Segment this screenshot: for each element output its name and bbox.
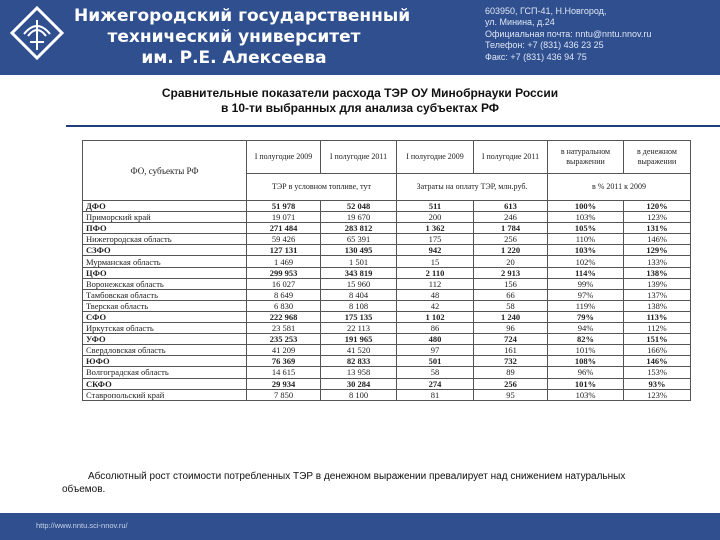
university-name-line: им. Р.Е. Алексеева — [141, 48, 327, 68]
value-cell: 130 495 — [321, 245, 397, 256]
value-cell: 65 391 — [321, 234, 397, 245]
table-row — [83, 256, 691, 267]
value-cell: 480 — [397, 334, 474, 345]
value-cell: 48 — [397, 289, 474, 300]
value-cell: 30 284 — [321, 378, 397, 389]
value-cell: 97% — [548, 289, 624, 300]
header-year: I полугодие 2011 — [474, 141, 548, 174]
table-row — [83, 345, 691, 356]
value-cell: 52 048 — [321, 201, 397, 212]
table-row — [83, 267, 691, 278]
university-name-line: Нижегородский государственный — [74, 6, 411, 26]
university-logo — [10, 6, 64, 68]
table-row — [83, 212, 691, 223]
region-name-cell: Ставропольский край — [83, 389, 247, 400]
value-cell: 29 934 — [247, 378, 321, 389]
value-cell: 112 — [397, 278, 474, 289]
footer-link[interactable]: http://www.nntu.sci-nnov.ru/ — [36, 521, 128, 530]
value-cell: 724 — [474, 334, 548, 345]
header-year: I полугодие 2009 — [247, 141, 321, 174]
value-cell: 283 812 — [321, 223, 397, 234]
value-cell: 299 953 — [247, 267, 321, 278]
region-name-cell: Тамбовская область — [83, 289, 247, 300]
value-cell: 96% — [548, 367, 624, 378]
value-cell: 86 — [397, 323, 474, 334]
region-name-cell: СФО — [83, 311, 247, 322]
value-cell: 14 615 — [247, 367, 321, 378]
region-name-cell: Тверская область — [83, 300, 247, 311]
value-cell: 112% — [624, 323, 691, 334]
value-cell: 2 110 — [397, 267, 474, 278]
value-cell: 1 469 — [247, 256, 321, 267]
value-cell: 19 071 — [247, 212, 321, 223]
table-row — [83, 201, 691, 212]
value-cell: 20 — [474, 256, 548, 267]
value-cell: 131% — [624, 223, 691, 234]
header-group-natural: ТЭР в условном топливе, тут — [247, 174, 397, 201]
value-cell: 511 — [397, 201, 474, 212]
header-group-money: Затраты на оплату ТЭР, млн.руб. — [397, 174, 548, 201]
region-name-cell: ПФО — [83, 223, 247, 234]
value-cell: 59 426 — [247, 234, 321, 245]
value-cell: 94% — [548, 323, 624, 334]
value-cell: 8 108 — [321, 300, 397, 311]
value-cell: 1 362 — [397, 223, 474, 234]
value-cell: 166% — [624, 345, 691, 356]
value-cell: 7 850 — [247, 389, 321, 400]
value-cell: 58 — [397, 367, 474, 378]
value-cell: 79% — [548, 311, 624, 322]
value-cell: 156 — [474, 278, 548, 289]
region-name-cell: СКФО — [83, 378, 247, 389]
value-cell: 175 — [397, 234, 474, 245]
value-cell: 81 — [397, 389, 474, 400]
header-year: I полугодие 2009 — [397, 141, 474, 174]
value-cell: 102% — [548, 256, 624, 267]
value-cell: 1 501 — [321, 256, 397, 267]
table-row — [83, 367, 691, 378]
footer-bar — [0, 513, 720, 540]
value-cell: 120% — [624, 201, 691, 212]
value-cell: 274 — [397, 378, 474, 389]
value-cell: 97 — [397, 345, 474, 356]
region-name-cell: Воронежская область — [83, 278, 247, 289]
value-cell: 153% — [624, 367, 691, 378]
value-cell: 1 102 — [397, 311, 474, 322]
value-cell: 100% — [548, 201, 624, 212]
value-cell: 13 958 — [321, 367, 397, 378]
value-cell: 191 965 — [321, 334, 397, 345]
value-cell: 82 833 — [321, 356, 397, 367]
value-cell: 138% — [624, 300, 691, 311]
value-cell: 41 520 — [321, 345, 397, 356]
comparison-table — [82, 140, 691, 401]
university-name — [74, 6, 411, 69]
value-cell: 113% — [624, 311, 691, 322]
table-row — [83, 300, 691, 311]
value-cell: 51 978 — [247, 201, 321, 212]
table-row — [83, 356, 691, 367]
value-cell: 2 913 — [474, 267, 548, 278]
region-name-cell: Волгоградская область — [83, 367, 247, 378]
value-cell: 114% — [548, 267, 624, 278]
slide-title — [60, 86, 660, 116]
table-row — [83, 378, 691, 389]
value-cell: 146% — [624, 356, 691, 367]
value-cell: 256 — [474, 378, 548, 389]
value-cell: 129% — [624, 245, 691, 256]
value-cell: 8 404 — [321, 289, 397, 300]
value-cell: 103% — [548, 212, 624, 223]
table-row — [83, 234, 691, 245]
value-cell: 732 — [474, 356, 548, 367]
region-name-cell: Свердловская область — [83, 345, 247, 356]
value-cell: 151% — [624, 334, 691, 345]
value-cell: 127 131 — [247, 245, 321, 256]
value-cell: 1 220 — [474, 245, 548, 256]
value-cell: 8 649 — [247, 289, 321, 300]
header-banner — [0, 0, 720, 75]
header-money: в денежном выражении — [624, 141, 691, 174]
header-group-compare: в % 2011 к 2009 — [548, 174, 691, 201]
value-cell: 256 — [474, 234, 548, 245]
contact-line: Факс: +7 (831) 436 94 75 — [485, 51, 587, 62]
slide-title-line: Сравнительные показатели расхода ТЭР ОУ Минобрнауки России — [161, 86, 559, 100]
value-cell: 16 027 — [247, 278, 321, 289]
table-row — [83, 223, 691, 234]
value-cell: 15 — [397, 256, 474, 267]
value-cell: 613 — [474, 201, 548, 212]
value-cell: 108% — [548, 356, 624, 367]
header-natural: в натуральном выражении — [548, 141, 624, 174]
value-cell: 200 — [397, 212, 474, 223]
table-row — [83, 389, 691, 400]
value-cell: 103% — [548, 389, 624, 400]
value-cell: 66 — [474, 289, 548, 300]
value-cell: 343 819 — [321, 267, 397, 278]
region-name-cell: Мурманская область — [83, 256, 247, 267]
value-cell: 123% — [624, 212, 691, 223]
value-cell: 222 968 — [247, 311, 321, 322]
university-name-line: технический университет — [107, 27, 361, 47]
value-cell: 138% — [624, 267, 691, 278]
value-cell: 137% — [624, 289, 691, 300]
slide-title-line: в 10-ти выбранных для анализа субъектах РФ — [220, 101, 500, 115]
region-name-cell: ДФО — [83, 201, 247, 212]
value-cell: 246 — [474, 212, 548, 223]
table-row — [83, 278, 691, 289]
value-cell: 1 784 — [474, 223, 548, 234]
value-cell: 123% — [624, 389, 691, 400]
value-cell: 101% — [548, 378, 624, 389]
value-cell: 95 — [474, 389, 548, 400]
value-cell: 93% — [624, 378, 691, 389]
value-cell: 103% — [548, 245, 624, 256]
value-cell: 41 209 — [247, 345, 321, 356]
region-name-cell: УФО — [83, 334, 247, 345]
region-name-cell: ЦФО — [83, 267, 247, 278]
value-cell: 89 — [474, 367, 548, 378]
table-row — [83, 289, 691, 300]
region-name-cell: СЗФО — [83, 245, 247, 256]
contact-line: ул. Минина, д.24 — [485, 17, 555, 28]
value-cell: 146% — [624, 234, 691, 245]
value-cell: 139% — [624, 278, 691, 289]
title-divider — [66, 125, 720, 127]
value-cell: 82% — [548, 334, 624, 345]
header-year: I полугодие 2011 — [321, 141, 397, 174]
region-name-cell: Нижегородская область — [83, 234, 247, 245]
value-cell: 8 100 — [321, 389, 397, 400]
conclusion-text: Абсолютный рост стоимости потребленных ТЭР в денежном выражении превалирует над снижением натуральных объемов. — [62, 471, 626, 495]
value-cell: 110% — [548, 234, 624, 245]
table-row — [83, 245, 691, 256]
contact-line: Официальная почта: nntu@nntu.nnov.ru — [485, 28, 652, 39]
value-cell: 175 135 — [321, 311, 397, 322]
header-region: ФО, субъекты РФ — [83, 141, 247, 201]
table-row — [83, 323, 691, 334]
value-cell: 19 670 — [321, 212, 397, 223]
region-name-cell: Иркутская область — [83, 323, 247, 334]
value-cell: 22 113 — [321, 323, 397, 334]
comparison-table-container — [82, 140, 690, 401]
value-cell: 99% — [548, 278, 624, 289]
region-name-cell: ЮФО — [83, 356, 247, 367]
table-row — [83, 311, 691, 322]
value-cell: 76 369 — [247, 356, 321, 367]
table-row — [83, 334, 691, 345]
value-cell: 42 — [397, 300, 474, 311]
value-cell: 271 484 — [247, 223, 321, 234]
value-cell: 96 — [474, 323, 548, 334]
value-cell: 6 830 — [247, 300, 321, 311]
contact-info — [485, 6, 651, 63]
region-name-cell: Приморский край — [83, 212, 247, 223]
value-cell: 501 — [397, 356, 474, 367]
contact-line: Телефон: +7 (831) 436 23 25 — [485, 40, 604, 51]
value-cell: 942 — [397, 245, 474, 256]
value-cell: 119% — [548, 300, 624, 311]
value-cell: 235 253 — [247, 334, 321, 345]
contact-line: 603950, ГСП-41, Н.Новгород, — [485, 6, 607, 16]
value-cell: 1 240 — [474, 311, 548, 322]
value-cell: 101% — [548, 345, 624, 356]
value-cell: 15 960 — [321, 278, 397, 289]
value-cell: 161 — [474, 345, 548, 356]
value-cell: 105% — [548, 223, 624, 234]
value-cell: 23 581 — [247, 323, 321, 334]
value-cell: 133% — [624, 256, 691, 267]
value-cell: 58 — [474, 300, 548, 311]
